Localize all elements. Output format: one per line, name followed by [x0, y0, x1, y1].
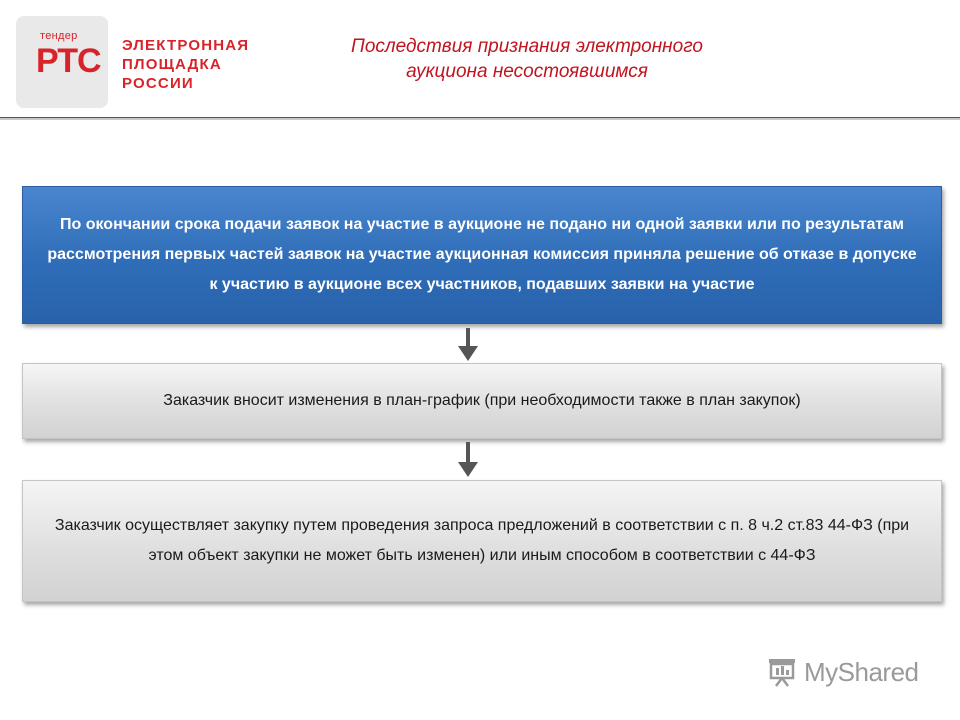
logo-caption-line: РОССИИ	[122, 75, 194, 92]
flow-step-1-text: По окончании срока подачи заявок на участие в аукционе не подано ни одной заявки или по результатам рассмотрения первых частей заявок на участие аукционная комиссия приняла решение об отказе в допуске к участию в аукционе всех участников, подавших заявки на участие	[47, 216, 917, 293]
flow-step-1	[22, 186, 942, 324]
logo-caption-line: ПЛОЩАДКА	[122, 56, 222, 73]
watermark	[766, 652, 919, 692]
slide-title-line: аукциона несостоявшимся	[406, 61, 648, 82]
flow-step-2-text: Заказчик вносит изменения в план-график (при необходимости также в план закупок)	[163, 392, 801, 409]
logo-big-text: РТС	[36, 42, 101, 80]
watermark-text: MyShared	[804, 656, 919, 687]
projector-screen-icon	[766, 656, 798, 688]
header-divider-shadow	[0, 118, 960, 120]
slide-title	[262, 34, 792, 84]
flow-step-2	[22, 363, 942, 439]
flow-step-3-text: Заказчик осуществляет закупку путем проведения запроса предложений в соответствии с п. 8 ч.2 ст.83 44-ФЗ (при этом объект закупки не может быть изменен) или иным способом в соответствии с 44-ФЗ	[54, 517, 910, 564]
down-arrow-icon	[456, 328, 480, 362]
flow-step-3	[22, 480, 942, 602]
logo	[16, 16, 108, 108]
logo-small-text: тендер	[40, 30, 78, 42]
slide-title-line: Последствия признания электронного	[351, 36, 703, 57]
down-arrow-icon	[456, 442, 480, 478]
logo-caption	[122, 36, 249, 93]
logo-caption-line: ЭЛЕКТРОННАЯ	[122, 37, 250, 54]
